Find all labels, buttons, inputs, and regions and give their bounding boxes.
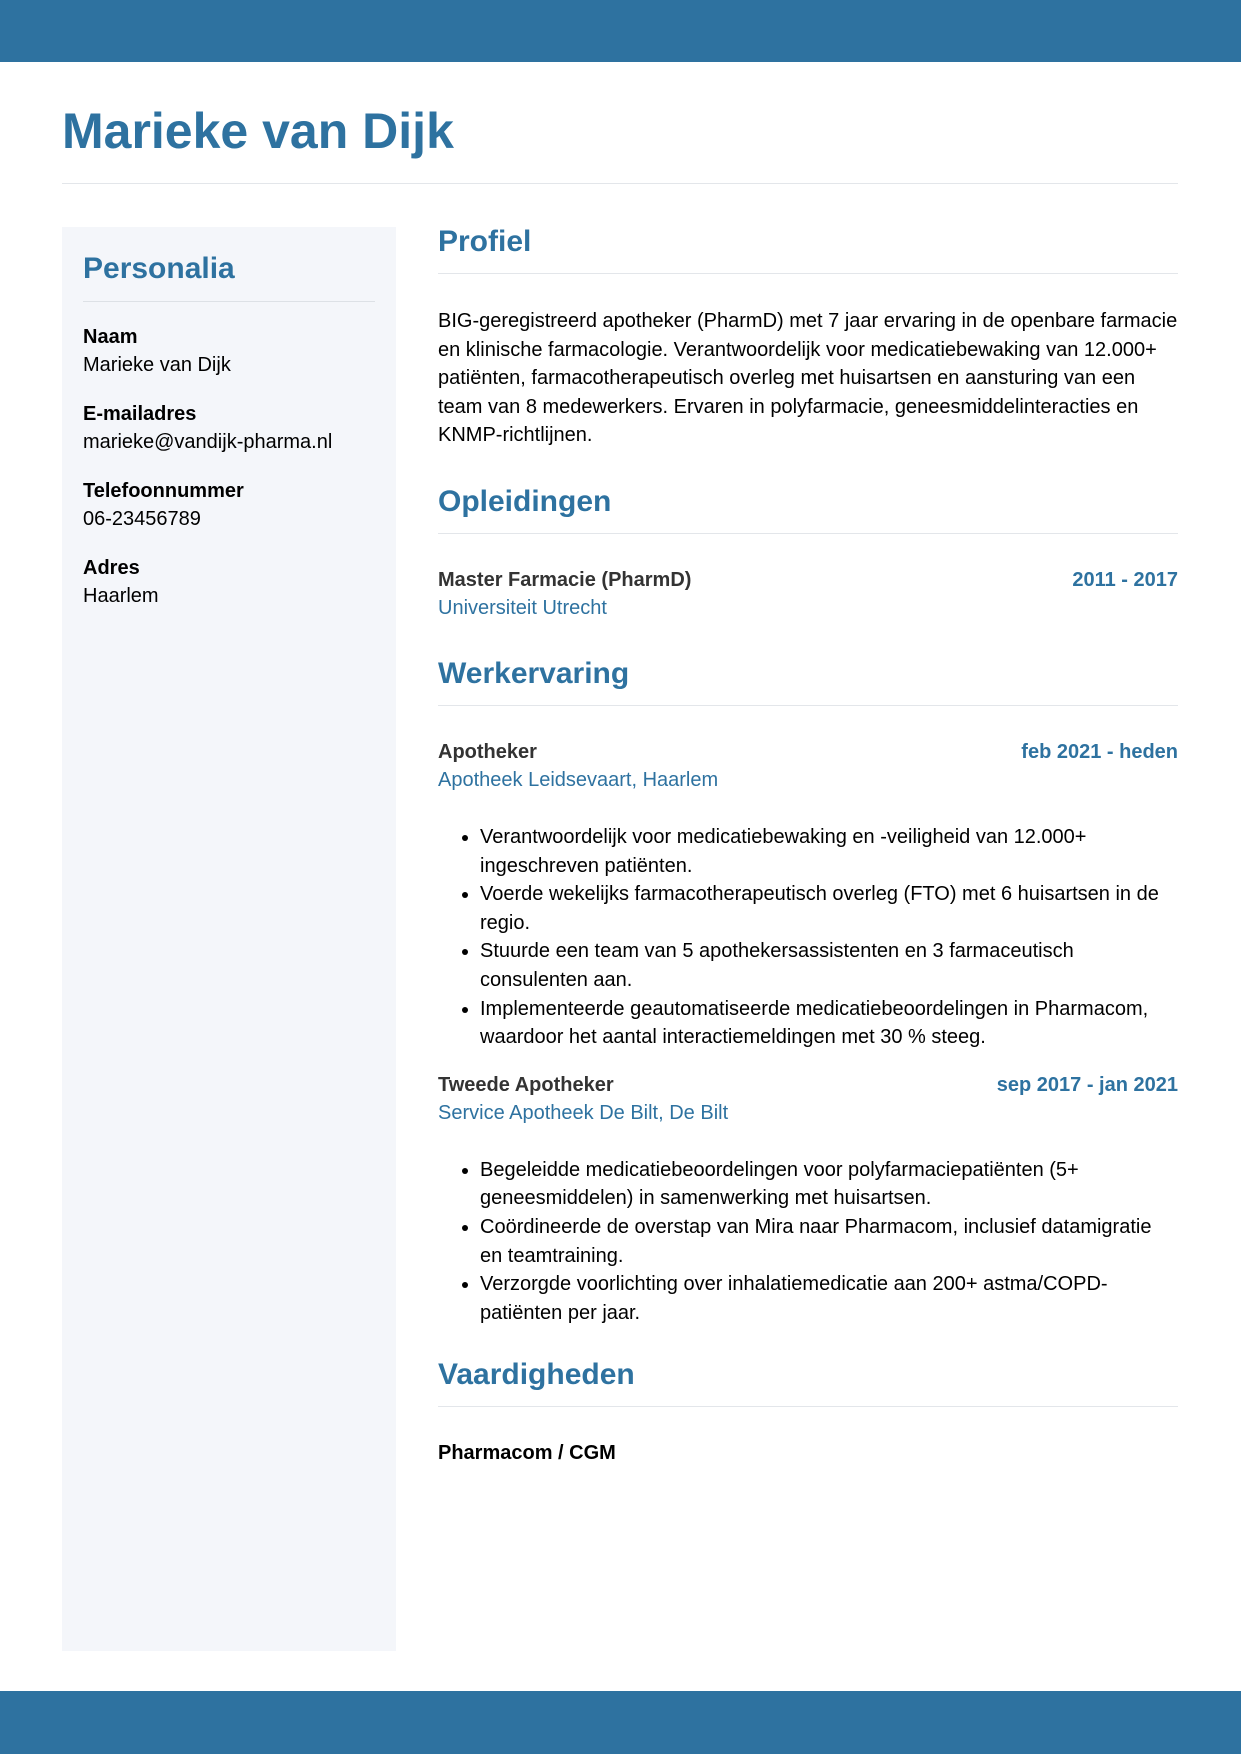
bottom-accent-bar (0, 1691, 1241, 1754)
field-value: Marieke van Dijk (83, 354, 231, 376)
list-item: • Begeleidde medicatiebeoordelingen voor polyfarmaciepatiënten (5+ geneesmiddelen) in samenwerking met huisartsen. (480, 1156, 1178, 1213)
entry-title: Master Farmacie (PharmD) (438, 568, 692, 591)
field-email (83, 400, 375, 456)
skills-heading: Vaardigheden (438, 1357, 1178, 1407)
entry-date: feb 2021 - heden (1021, 740, 1178, 763)
experience-entry (438, 1071, 1178, 1328)
entry-organization: Apotheek Leidsevaart, Haarlem (438, 768, 719, 791)
education-section (438, 484, 1178, 622)
entry-title: Tweede Apotheker (438, 1073, 614, 1096)
experience-heading: Werkervaring (438, 656, 1178, 706)
page-title: Marieke van Dijk (62, 103, 454, 159)
entry-organization: Service Apotheek De Bilt, De Bilt (438, 1101, 729, 1124)
list-item: • Voerde wekelijks farmacotherapeutisch overleg (FTO) met 6 huisartsen in de regio. (480, 880, 1178, 937)
entry-bullets (438, 1156, 1178, 1328)
top-accent-bar (0, 0, 1241, 62)
header-divider (62, 183, 1178, 184)
profile-text: BIG-geregistreerd apotheker (PharmD) met 7 jaar ervaring in de openbare farmacie en klinische farmacologie. Verantwoordelijk voor medicatiebewaking van 12.000+ patiënten, farmacotherapeutisch overleg met huisartsen en aansturing van een team van 8 medewerkers. Ervaren in polyfarmacie, geneesmiddelinteracties en KNMP-richtlijnen. (438, 310, 1178, 447)
entry-header (438, 1071, 1178, 1099)
entry-header (438, 566, 1178, 594)
phone-value[interactable]: 06-23456789 (83, 508, 201, 530)
field-phone (83, 477, 375, 533)
personalia-fields (83, 323, 375, 610)
education-entry (438, 566, 1178, 622)
list-item: • Stuurde een team van 5 apothekersassistenten en 3 farmaceutisch consulenten aan. (480, 937, 1178, 994)
experience-section (438, 656, 1178, 1327)
main-content (438, 224, 1178, 1467)
field-address (83, 554, 375, 610)
experience-entry (438, 738, 1178, 1052)
field-name (83, 323, 375, 379)
field-label: Naam (83, 326, 138, 348)
skills-section (438, 1357, 1178, 1467)
personalia-sidebar (62, 227, 396, 1651)
entry-organization: Universiteit Utrecht (438, 596, 607, 619)
list-item: • Verantwoordelijk voor medicatiebewaking en -veiligheid van 12.000+ ingeschreven patiënten. (480, 823, 1178, 880)
field-value: Haarlem (83, 585, 159, 607)
email-value[interactable]: marieke@vandijk-pharma.nl (83, 431, 333, 453)
list-item: • Verzorgde voorlichting over inhalatiemedicatie aan 200+ astma/COPD-patiënten per jaar. (480, 1270, 1178, 1327)
field-label: Telefoonnummer (83, 480, 244, 502)
profile-section (438, 224, 1178, 450)
entry-header (438, 738, 1178, 766)
list-item: • Implementeerde geautomatiseerde medicatiebeoordelingen in Pharmacom, waardoor het aantal interactiemeldingen met 30 % steeg. (480, 995, 1178, 1052)
personalia-heading: Personalia (83, 251, 375, 302)
skill-item: Pharmacom / CGM (438, 1442, 616, 1465)
field-label: Adres (83, 557, 140, 579)
entry-date: 2011 - 2017 (1072, 568, 1178, 591)
entry-date: sep 2017 - jan 2021 (996, 1073, 1178, 1096)
field-label: E-mailadres (83, 403, 197, 425)
list-item: • Coördineerde de overstap van Mira naar Pharmacom, inclusief datamigratie en teamtraining. (480, 1213, 1178, 1270)
profile-heading: Profiel (438, 224, 1178, 274)
entry-bullets (438, 823, 1178, 1052)
entry-title: Apotheker (438, 740, 537, 763)
education-heading: Opleidingen (438, 484, 1178, 534)
